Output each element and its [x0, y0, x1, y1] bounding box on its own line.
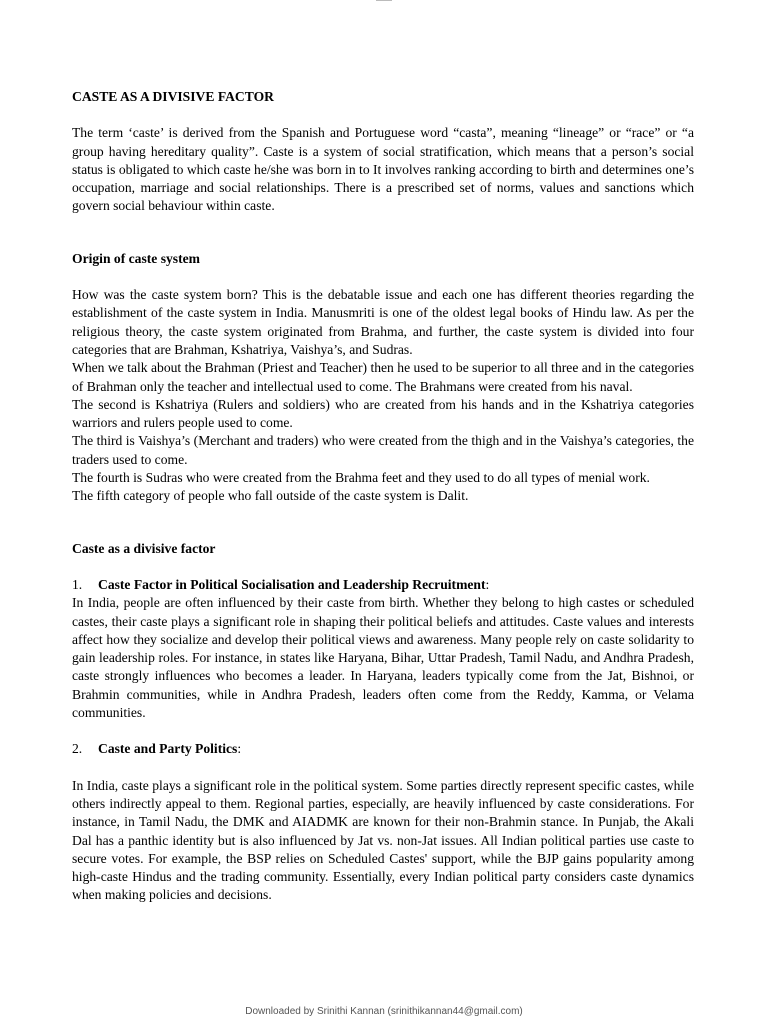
divisive-heading: Caste as a divisive factor [72, 540, 216, 556]
item-2-title: Caste and Party Politics [98, 741, 238, 757]
origin-paragraph-5: The fourth is Sudras who were created from the Brahma feet and they used to do all types of menial work. [72, 470, 650, 486]
origin-section [72, 286, 694, 506]
page-top-mark [376, 0, 392, 1]
item-2-text: In India, caste plays a significant role in the political system. Some parties directly represent specific castes, while others indirectly appeal to them. Regional parties, especially, are heavily influenced by caste considerations. For instance, in Tamil Nadu, the DMK and AIADMK are known for their non-Brahmin stance. In Punjab, the Akali Dal has a panthic identity but is also influenced by Jat vs. non-Jat issues. All Indian political parties use caste to secure votes. For example, the BSP relies on Scheduled Castes' support, while the BJP gains popularity among high-caste Hindus and the trading community. Essentially, every Indian political party considers caste dynamics when making policies and decisions. [72, 777, 694, 903]
item-2-number: 2. [72, 741, 83, 757]
document-body [72, 88, 694, 905]
item-2-suffix: : [237, 741, 242, 757]
origin-paragraph-3: The second is Kshatriya (Rulers and soldiers) who are created from his hands and in the Kshatriya categories warriors and rulers people used to come. [72, 396, 694, 431]
item-1-suffix: : [485, 576, 490, 592]
origin-paragraph-2: When we talk about the Brahman (Priest and Teacher) then he used to be superior to all three and in the categories of Brahman only the teacher and intellectual used to come. The Brahmans were created from his naval. [72, 360, 694, 394]
intro-text: The term ‘caste’ is derived from the Spanish and Portuguese word “casta”, meaning “lineage” or “race” or “a group having hereditary quality”. Caste is a system of social stratification, which means that a person’s social status is obligated to which caste he/she was born in to It involves ranking according to birth and determines one’s occupation, marriage and social relationships. There is a prescribed set of norms, values and sanctions which govern social behaviour within caste. [72, 125, 694, 214]
item-1-number: 1. [72, 576, 83, 592]
item-1-title: Caste Factor in Political Socialisation and Leadership Recruitment [98, 576, 486, 592]
origin-paragraph-4: The third is Vaishya’s (Merchant and traders) who were created from the thigh and in the Vaishya’s categories, the traders used to come. [72, 433, 694, 467]
origin-paragraph-6: The fifth category of people who fall outside of the caste system is Dalit. [72, 488, 469, 504]
item-2-body [72, 777, 694, 905]
intro-paragraph [72, 124, 694, 215]
origin-heading: Origin of caste system [72, 250, 200, 266]
document-title: CASTE AS A DIVISIVE FACTOR [72, 89, 274, 104]
download-footer: Downloaded by Srinithi Kannan (srinithikannan44@gmail.com) [245, 1006, 523, 1017]
origin-paragraph-1: How was the caste system born? This is the debatable issue and each one has different theories regarding the establishment of the caste system in India. Manusmriti is one of the oldest legal books of Hindu law. As per the religious theory, the caste system originated from Brahma, and further, the caste system is divided into four categories that are Brahman, Kshatriya, Vaishya’s, and Sudras. [72, 287, 694, 357]
item-1-body [72, 594, 694, 722]
item-1-text: In India, people are often influenced by their caste from birth. Whether they belong to high castes or scheduled castes, their caste plays a significant role in shaping their political beliefs and attitudes. Caste values and interests affect how they socialize and develop their political views and awareness. Many people rely on caste solidarity to gain leadership roles. For instance, in states like Haryana, Bihar, Uttar Pradesh, Tamil Nadu, and Andhra Pradesh, caste strongly influences who becomes a leader. In Haryana, leaders typically come from the Jat, Bishnoi, or Brahmin communities, while in Andhra Pradesh, leaders often come from the Reddy, Kamma, or Velama communities. [72, 595, 694, 721]
item-1-heading [72, 576, 694, 594]
item-2-heading [72, 740, 694, 758]
